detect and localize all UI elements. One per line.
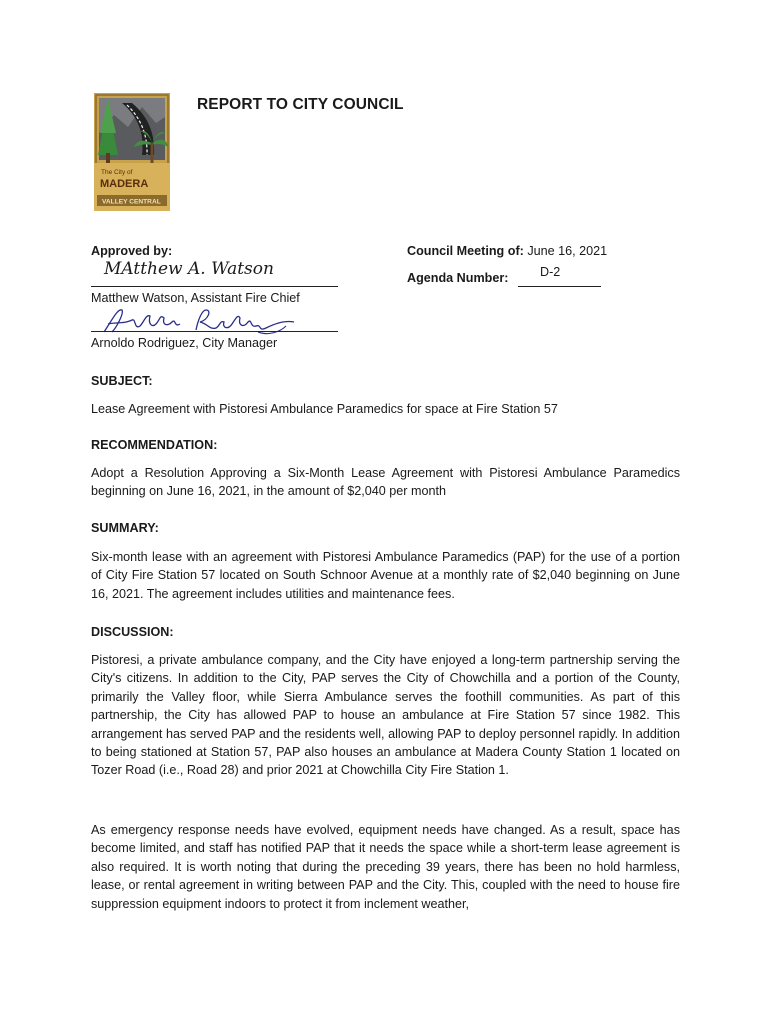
city-of-madera-logo — [94, 93, 170, 211]
summary-heading: SUMMARY: — [91, 521, 159, 535]
subject-text: Lease Agreement with Pistoresi Ambulance Paramedics for space at Fire Station 57 — [91, 402, 558, 416]
discussion-paragraph-1: Pistoresi, a private ambulance company, and the City have enjoyed a long-term partnership serving the City's citizens. In addition to the City, PAP serves the City of Chowchilla and a portion of the County, primarily the Valley floor, while Sierra Ambulance serves the foothill communities. As part of this partnership, the City has allowed PAP to house an ambulance at Fire Station 57 since 1982. This arrangement has served PAP and the residents well, allowing PAP to deploy personnel rapidly. In addition to being stationed at Station 57, PAP also houses an ambulance at Madera County Station 1 located on Tozer Road (i.e., Road 28) and prior 2021 at Chowchilla City Fire Station 1. — [91, 653, 680, 778]
signer-2-name: Arnoldo Rodriguez, City Manager — [91, 336, 278, 350]
signature-line-1 — [91, 286, 338, 287]
council-meeting-date: June 16, 2021 — [527, 244, 608, 258]
signature-line-2 — [91, 331, 338, 332]
council-meeting — [407, 244, 607, 258]
recommendation-heading: RECOMMENDATION: — [91, 438, 218, 452]
page-title: REPORT TO CITY COUNCIL — [197, 96, 404, 113]
agenda-number-value: D-2 — [540, 265, 561, 279]
agenda-number-line — [518, 286, 601, 287]
agenda-number-label: Agenda Number: — [407, 271, 509, 285]
recommendation-text: Adopt a Resolution Approving a Six-Month Lease Agreement with Pistoresi Ambulance Paramedics beginning on June 16, 2021, in the amount of $2,040 per month — [91, 466, 680, 499]
summary-text: Six-month lease with an agreement with Pistoresi Ambulance Paramedics (PAP) for the use of a portion of City Fire Station 57 located on South Schnoor Avenue at a monthly rate of $2,040 beginning on June 16, 2021. The agreement includes utilities and maintenance fees. — [91, 550, 680, 601]
logo-line1: The City of — [101, 169, 133, 176]
signature-arnoldo-rodriguez — [98, 302, 298, 340]
discussion-heading: DISCUSSION: — [91, 625, 174, 639]
logo-line3: VALLEY CENTRAL — [102, 198, 161, 206]
logo-line2: MADERA — [100, 178, 149, 190]
subject-heading: SUBJECT: — [91, 374, 153, 388]
signature-matthew-watson: MAtthew A. Watson — [104, 259, 274, 279]
signer-1-name: Matthew Watson, Assistant Fire Chief — [91, 291, 300, 305]
council-meeting-label: Council Meeting of: — [407, 244, 524, 258]
discussion-paragraph-2: As emergency response needs have evolved, equipment needs have changed. As a result, space has become limited, and staff has notified PAP that it needs the space while a short-term lease agreement is also required. It is worth noting that during the preceding 39 years, there has been no hold harmless, lease, or rental agreement in writing between PAP and the City. This, coupled with the need to house fire suppression equipment indoors to protect it from inclement weather, — [91, 823, 680, 911]
approved-by-label: Approved by: — [91, 244, 173, 258]
